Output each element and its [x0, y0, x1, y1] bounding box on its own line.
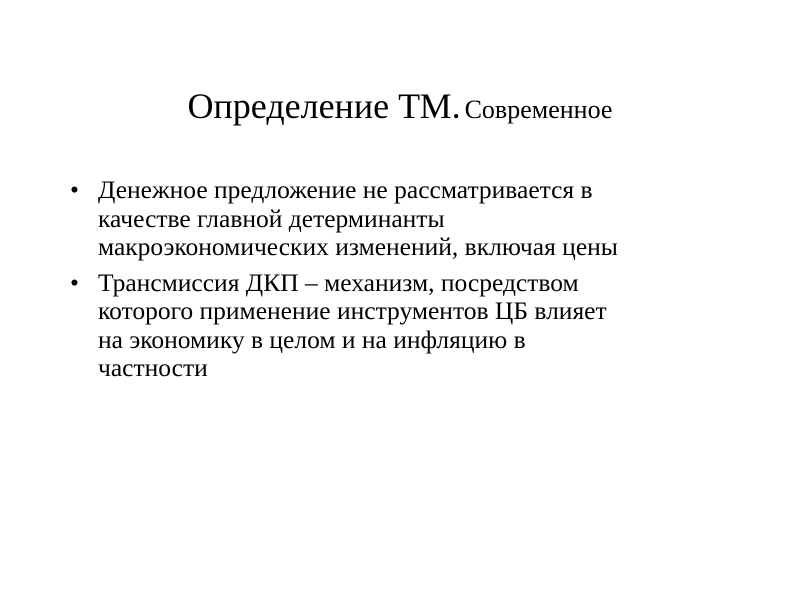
bullet-icon: •	[70, 267, 79, 297]
bullet-2-line-1: Трансмиссия ДКП – механизм, посредством	[98, 267, 579, 297]
title-subtitle: Современное	[464, 95, 613, 124]
bullet-2-line-2: которого применение инструментов ЦБ влияет	[98, 296, 607, 325]
bullet-list	[70, 176, 750, 390]
bullet-1-line-3: макроэкономических изменений, включая цены	[98, 232, 618, 261]
bullet-2-line-4: частности	[98, 353, 208, 382]
slide-title	[0, 84, 800, 136]
bullet-item-1	[70, 176, 750, 262]
title-main: Определение ТМ.	[187, 86, 461, 126]
bullet-2-line-3: на экономику в целом и на инфляцию в	[98, 324, 526, 354]
bullet-item-2	[70, 269, 750, 383]
bullet-icon: •	[70, 175, 79, 204]
bullet-1-line-1: Денежное предложение не рассматривается в	[98, 175, 593, 204]
bullet-1-line-2: качестве главной детерминанты	[98, 203, 445, 233]
